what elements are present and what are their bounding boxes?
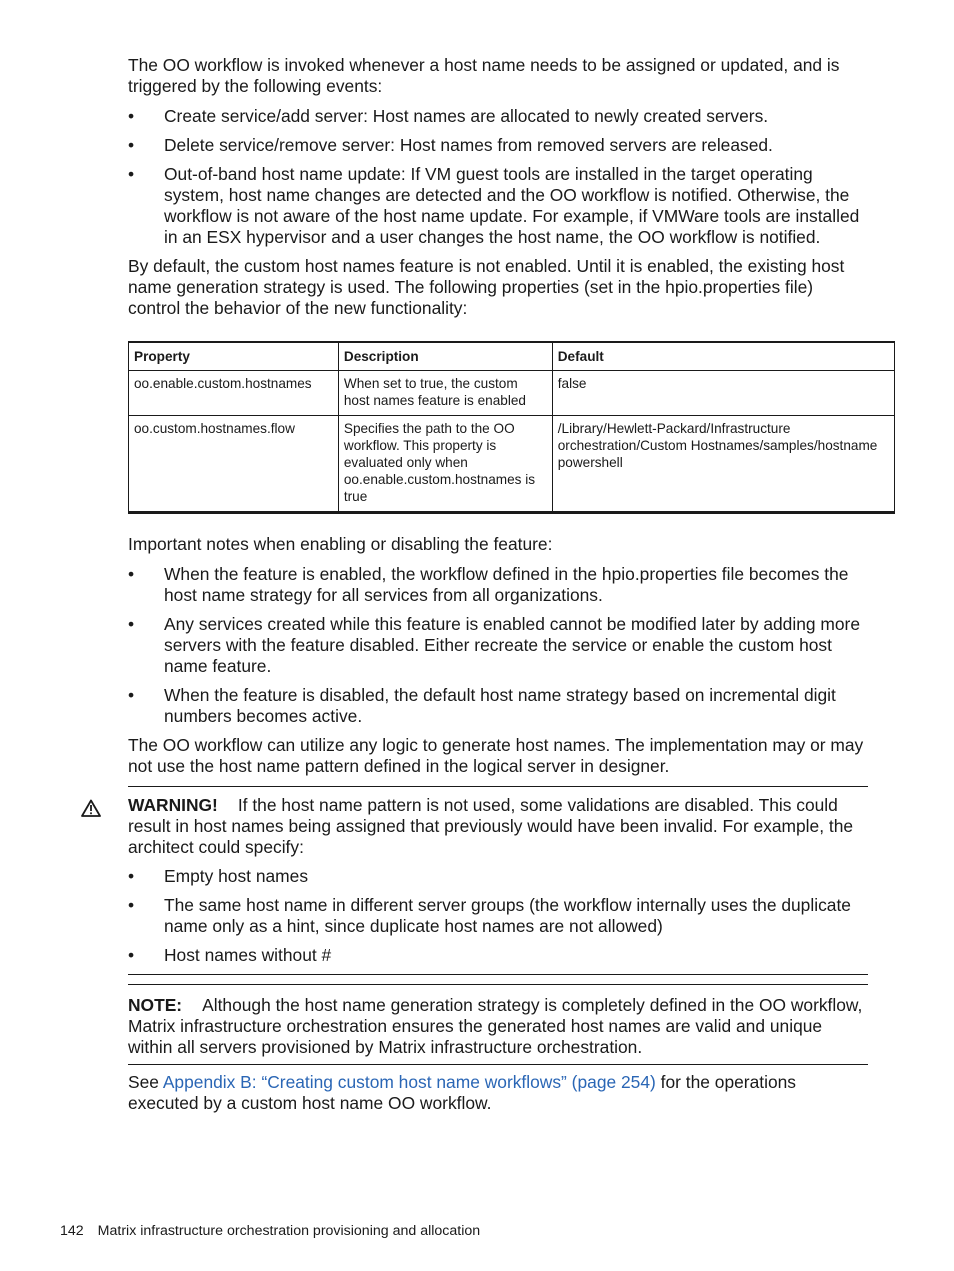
- notes-intro: Important notes when enabling or disabling the feature:: [128, 534, 553, 554]
- table-cell: oo.enable.custom.hostnames: [129, 371, 339, 416]
- bullet: •: [128, 135, 135, 155]
- bullet: •: [128, 614, 135, 634]
- note-admonition: [128, 985, 868, 1064]
- table-row: [129, 371, 895, 416]
- list-item: • Delete service/remove server: Host names from removed servers are released.: [128, 135, 773, 155]
- list-item: • When the feature is enabled, the workflow defined in the hpio.properties file becomes the host name strategy for all services from all organizations.: [128, 564, 849, 605]
- list-item: • The same host name in different server groups (the workflow internally uses the duplicate name only as a hint, since duplicate host names are not allowed): [128, 895, 851, 936]
- page-footer: [60, 1222, 480, 1240]
- note-text: Although the host name generation strategy is completely defined in the OO workflow, Matrix infrastructure orchestration ensures the generated host names are valid and unique within all servers provisioned by Matrix infrastructure orchestration.: [128, 995, 863, 1057]
- table-cell: oo.custom.hostnames.flow: [129, 416, 339, 513]
- bullet: •: [128, 164, 135, 184]
- page-content: [128, 55, 878, 1114]
- intro-paragraph: The OO workflow is invoked whenever a host name needs to be assigned or updated, and is triggered by the following events:: [128, 55, 840, 96]
- see-paragraph: See Appendix B: “Creating custom host name workflows” (page 254) for the operations executed by a custom host name OO workflow.: [128, 1072, 796, 1113]
- divider: [128, 974, 868, 975]
- table-row: [129, 416, 895, 513]
- list-item: • Out-of-band host name update: If VM guest tools are installed in the target operating system, host name changes are detected and the OO workflow is notified. Otherwise, the workflow is not aware of the host name update. For example, if VMWare tools are installed in an ESX hypervisor and a user changes the host name, the OO workflow is notified.: [128, 164, 860, 247]
- bullet: •: [128, 564, 135, 584]
- bullet: •: [128, 685, 135, 705]
- column-header-default: Default: [552, 342, 894, 371]
- list-item: • When the feature is disabled, the default host name strategy based on incremental digit numbers becomes active.: [128, 685, 836, 726]
- list-item: • Host names without #: [128, 945, 332, 965]
- footer-title: Matrix infrastructure orchestration provisioning and allocation: [97, 1223, 481, 1239]
- bullet: •: [128, 866, 135, 886]
- warning-text: If the host name pattern is not used, some validations are disabled. This could result in host names being assigned that previously would have been invalid. For example, the architect could specify:: [128, 795, 854, 857]
- appendix-b-link[interactable]: Appendix B: “Creating custom host name workflows” (page 254): [162, 1072, 656, 1092]
- table-cell: Specifies the path to the OO workflow. This property is evaluated only when oo.enable.custom.hostnames is true: [338, 416, 552, 513]
- bullet: •: [128, 945, 135, 965]
- column-header-property: Property: [129, 342, 339, 371]
- column-header-description: Description: [338, 342, 552, 371]
- events-list: [128, 106, 868, 248]
- logic-paragraph: The OO workflow can utilize any logic to generate host names. The implementation may or may not use the host name pattern defined in the logical server in designer.: [128, 735, 864, 776]
- bullet: •: [128, 106, 135, 126]
- default-paragraph: By default, the custom host names feature is not enabled. Until it is enabled, the existing host name generation strategy is used. The following properties (set in the hpio.properties file) control the behavior of the new functionality:: [128, 256, 845, 318]
- table-cell: /Library/Hewlett-Packard/Infrastructure orchestration/Custom Hostnames/samples/hostname powershell: [552, 416, 894, 513]
- notes-list: [128, 564, 868, 727]
- bullet: •: [128, 895, 135, 915]
- page-number: 142: [60, 1223, 84, 1239]
- list-item: • Any services created while this feature is enabled cannot be modified later by adding more servers with the feature disabled. Either recreate the service or enable the custom host name feature.: [128, 614, 861, 676]
- warning-triangle-icon: [81, 799, 101, 817]
- list-item: • Empty host names: [128, 866, 309, 886]
- list-item: • Create service/add server: Host names are allocated to newly created servers.: [128, 106, 769, 126]
- table-header-row: [129, 342, 895, 371]
- warning-admonition: [128, 787, 868, 974]
- table-cell: When set to true, the custom host names feature is enabled: [338, 371, 552, 416]
- warning-label: WARNING!: [128, 795, 218, 815]
- warning-list: [128, 866, 868, 966]
- table-cell: false: [552, 371, 894, 416]
- properties-table: [128, 341, 895, 514]
- note-label: NOTE:: [128, 995, 183, 1015]
